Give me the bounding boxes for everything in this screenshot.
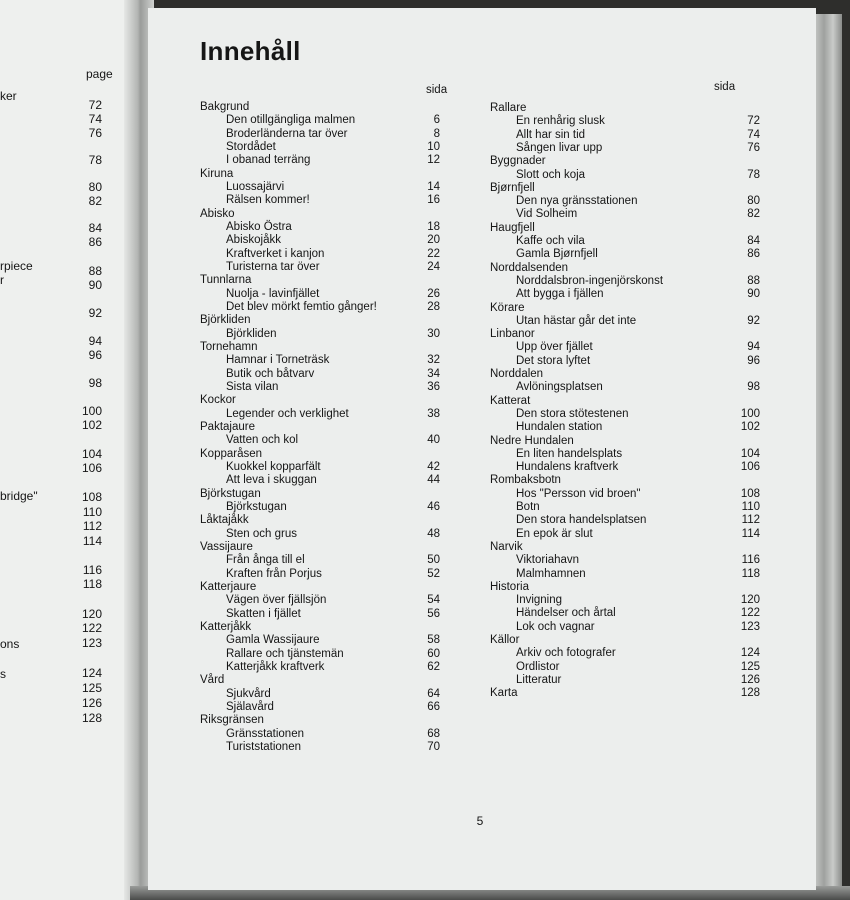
toc-page-number: 125 [740, 660, 760, 673]
toc-entry: Stordådet [226, 140, 276, 153]
toc-section: Narvik [490, 540, 523, 553]
toc-entry: Gamla Bjørnfjell [516, 248, 598, 261]
toc-entry: Från ånga till el [226, 554, 305, 567]
toc-page-number: 52 [427, 567, 440, 580]
left-page-number: 86 [88, 235, 102, 249]
left-page-number: 104 [81, 447, 102, 461]
toc-page-number: 44 [427, 474, 440, 487]
toc-entry: Sista vilan [226, 380, 279, 393]
toc-entry: Att leva i skuggan [226, 474, 317, 487]
left-page-number: 122 [81, 621, 102, 635]
toc-page-number: 120 [740, 594, 760, 607]
toc-section: Bakgrund [200, 101, 250, 113]
toc-section: Paktajaure [200, 420, 255, 433]
toc-page-number: 94 [747, 341, 760, 354]
toc-page-number: 8 [433, 127, 440, 140]
toc-page-number: 123 [740, 620, 760, 633]
toc-entry: Luossajärvi [226, 180, 285, 193]
toc-entry: Sten och grus [226, 527, 297, 540]
toc-page-number: 90 [747, 288, 760, 301]
toc-entry: Gränsstationen [226, 727, 304, 740]
left-page-number: 106 [81, 461, 102, 475]
toc-page-number: 60 [427, 647, 440, 660]
toc-page-number: 40 [427, 434, 440, 447]
toc-page-number: 118 [741, 567, 760, 580]
toc-section: Källor [490, 634, 520, 646]
toc-page-number: 68 [427, 727, 440, 740]
toc-section: Björkliden [200, 314, 251, 327]
left-page-fragment: rpiece [0, 259, 33, 273]
left-page [0, 0, 138, 900]
toc-section: Kockor [200, 394, 236, 407]
toc-section: Vassijaure [200, 540, 253, 553]
toc-entry: Turisterna tar över [226, 260, 320, 273]
toc-page-number: 70 [427, 740, 440, 753]
toc-entry: Lok och vagnar [516, 620, 595, 633]
toc-entry: Kraftverket i kanjon [226, 247, 325, 260]
page-number: 5 [476, 814, 484, 828]
toc-page-number: 28 [427, 300, 440, 313]
toc-page-number: 116 [741, 554, 760, 567]
toc-section: Karta [490, 687, 518, 700]
left-page-number: 84 [88, 221, 102, 235]
toc-section: Nedre Hundalen [490, 434, 574, 447]
toc-entry: Hamnar i Torneträsk [226, 354, 330, 367]
toc-entry: Norddalsbron-ingenjörskonst [516, 274, 664, 287]
left-page-number: 102 [81, 418, 102, 432]
left-page-fragment: s [0, 667, 6, 681]
toc-entry: Broderländerna tar över [226, 127, 348, 140]
toc-page-number: 30 [427, 327, 440, 340]
toc-entry: Själavård [226, 700, 274, 713]
toc-entry: Nuolja - lavinfjället [226, 287, 320, 300]
left-page-number: 116 [82, 563, 102, 577]
toc-page-number: 74 [747, 128, 760, 141]
left-page-number: 114 [82, 534, 102, 548]
toc-section: Vård [200, 674, 225, 687]
toc-entry: Vatten och kol [226, 434, 299, 447]
left-page-number: 118 [82, 577, 102, 591]
toc-page-number: 6 [433, 114, 440, 127]
toc-page-number: 10 [427, 140, 440, 153]
left-page-number: 108 [81, 490, 102, 504]
toc-entry: Litteratur [516, 673, 562, 686]
toc-entry: Gamla Wassijaure [226, 634, 320, 647]
toc-page-number: 128 [740, 687, 760, 700]
toc-page-number: 80 [747, 195, 760, 208]
toc-page-number: 78 [747, 168, 760, 181]
toc-page-number: 108 [740, 487, 760, 500]
left-page-number: 125 [81, 681, 102, 695]
toc-page-number: 48 [427, 527, 440, 540]
toc-page-number: 62 [427, 660, 440, 673]
toc-entry: Botn [516, 501, 540, 513]
toc-entry: En epok är slut [516, 527, 593, 540]
left-page-number: 123 [81, 636, 102, 650]
toc-section: Bjørnfjell [490, 181, 535, 194]
toc-entry: Hundalen station [516, 421, 603, 434]
toc-section: Kopparåsen [200, 447, 263, 460]
toc-entry: Malmhamnen [516, 567, 586, 580]
left-page-number: 96 [88, 348, 102, 362]
left-page-number: 82 [88, 194, 102, 208]
toc-section: Byggnader [490, 155, 546, 168]
left-page-number: 80 [88, 180, 102, 194]
toc-entry: Upp över fjället [516, 341, 593, 354]
toc-page-number: 106 [740, 461, 760, 474]
left-page-fragment: ons [0, 637, 20, 651]
toc-entry: Invigning [516, 594, 563, 607]
toc-page-number: 124 [740, 647, 760, 660]
toc-page-number: 114 [741, 527, 760, 540]
sida-label-right: sida [714, 81, 736, 93]
left-page-number: 98 [88, 376, 102, 390]
toc-entry: Legender och verklighet [226, 407, 349, 420]
toc-entry: En renhårig slusk [516, 115, 605, 128]
toc-entry: Björkliden [226, 327, 277, 340]
toc-section: Tunnlarna [200, 274, 252, 287]
toc-entry: Rallare och tjänstemän [226, 647, 344, 660]
toc-entry: Hos "Persson vid broen" [516, 487, 641, 500]
toc-section: Abisko [200, 207, 235, 220]
toc-page-number: 122 [740, 607, 760, 620]
toc-page-number: 112 [741, 514, 760, 527]
toc-page-number: 72 [747, 115, 760, 128]
left-page-number: 110 [82, 505, 102, 519]
toc-page-number: 54 [427, 594, 440, 607]
toc-page-number: 110 [741, 501, 760, 513]
toc-page-number: 36 [427, 380, 440, 393]
left-page-number: 126 [81, 696, 102, 710]
toc-page-number: 82 [747, 208, 760, 221]
toc-page-number: 92 [747, 314, 760, 327]
left-page-fragment: ker [0, 89, 17, 103]
toc-entry: Vägen över fjällsjön [226, 594, 327, 607]
toc-entry: Det stora lyftet [516, 354, 591, 367]
toc-page-number: 16 [427, 194, 440, 207]
toc-entry: En liten handelsplats [516, 447, 623, 460]
toc-entry: Att bygga i fjällen [516, 288, 604, 301]
left-page-number: 72 [88, 98, 102, 112]
toc-entry: Vid Solheim [516, 208, 578, 221]
left-page-number: 74 [88, 112, 102, 126]
toc-entry: Sjukvård [226, 687, 271, 700]
toc-section: Kiruna [200, 167, 234, 180]
left-page-fragment: r [0, 273, 4, 287]
left-page-number: 92 [88, 306, 102, 320]
toc-section: Tornehamn [200, 340, 258, 353]
left-page-number: 128 [81, 711, 102, 725]
left-page-number: 88 [88, 264, 102, 278]
toc-page-number: 50 [427, 554, 440, 567]
toc-section: Katterat [490, 394, 531, 407]
toc-page-number: 20 [427, 234, 440, 247]
left-page-number: 124 [81, 666, 102, 680]
toc-entry: Butik och båtvarv [226, 367, 315, 380]
toc-page-number: 84 [747, 235, 760, 247]
toc-section: Historia [490, 580, 529, 593]
toc-entry: Skatten i fjället [226, 607, 301, 620]
toc-section: Haugfjell [490, 221, 535, 234]
page-label: page [86, 67, 113, 81]
toc-page-number: 18 [427, 220, 440, 233]
toc-entry: Rälsen kommer! [226, 194, 310, 207]
left-page-fragment: bridge" [0, 489, 38, 503]
toc-entry: Den otillgängliga malmen [226, 114, 356, 127]
toc-entry: Händelser och årtal [516, 607, 616, 620]
toc-section: Riksgränsen [200, 714, 264, 727]
left-page-number: 100 [81, 404, 102, 418]
toc-page-number: 38 [427, 407, 440, 420]
toc-entry: I obanad terräng [226, 154, 311, 167]
sida-label-left: sida [426, 84, 448, 96]
left-page-number: 120 [81, 607, 102, 621]
toc-entry: Allt har sin tid [516, 128, 586, 141]
toc-section: Katterjåkk [200, 620, 252, 633]
toc-page-number: 64 [427, 687, 440, 700]
toc-entry: Slott och koja [516, 168, 586, 181]
toc-page-number: 14 [427, 180, 440, 193]
toc-entry: Utan hästar går det inte [516, 314, 637, 327]
page-edge [812, 14, 842, 894]
toc-page-number: 126 [740, 673, 760, 686]
left-page-number: 94 [88, 334, 102, 348]
toc-section: Björkstugan [200, 487, 261, 500]
left-page-number: 76 [88, 126, 102, 140]
toc-section: Rallare [490, 102, 527, 114]
toc-entry: Abiskojåkk [226, 234, 281, 247]
toc-page-number: 32 [427, 354, 440, 367]
toc-entry: Kaffe och vila [516, 235, 585, 247]
toc-entry: Abisko Östra [226, 220, 292, 233]
left-page-number: 90 [88, 278, 102, 292]
toc-page-number: 88 [747, 274, 760, 287]
toc-entry: Ordlistor [516, 660, 560, 673]
toc-page-number: 102 [740, 421, 760, 434]
toc-page-number: 100 [740, 407, 760, 420]
toc-page-number: 66 [427, 700, 440, 713]
toc-entry: Björkstugan [226, 500, 287, 513]
toc-entry: Den stora handelsplatsen [516, 514, 647, 527]
toc-section: Rombaksbotn [490, 474, 561, 487]
left-page-number: 112 [82, 519, 102, 533]
toc-entry: Sången livar upp [516, 141, 603, 154]
toc-page-number: 12 [427, 154, 440, 167]
toc-page-number: 26 [427, 287, 440, 300]
toc-page-number: 24 [427, 260, 440, 273]
toc-section: Katterjaure [200, 580, 257, 593]
toc-page-number: 104 [740, 447, 760, 460]
toc-section: Norddalen [490, 368, 544, 380]
toc-page-number: 86 [747, 248, 760, 261]
toc-page-number: 76 [747, 141, 760, 154]
toc-entry: Kuokkel kopparfält [226, 460, 321, 473]
toc-page-number: 42 [427, 460, 440, 473]
page-title: Innehåll [200, 36, 301, 66]
toc-page-number: 58 [427, 634, 440, 647]
toc-entry: Det blev mörkt femtio gånger! [226, 300, 377, 313]
toc-page-number: 98 [747, 381, 760, 394]
toc-entry: Katterjåkk kraftverk [226, 660, 325, 673]
toc-entry: Kraften från Porjus [226, 567, 322, 580]
toc-entry: Hundalens kraftverk [516, 461, 619, 474]
toc-section: Låktajåkk [200, 514, 249, 527]
left-page-number: 78 [88, 153, 102, 167]
toc-entry: Viktoriahavn [516, 554, 580, 567]
toc-page-number: 96 [747, 354, 760, 367]
toc-section: Norddalsenden [490, 261, 569, 274]
toc-page-number: 34 [427, 367, 440, 380]
toc-entry: Avlöningsplatsen [516, 381, 603, 394]
toc-page-number: 46 [427, 500, 440, 513]
toc-entry: Den nya gränsstationen [516, 195, 638, 208]
toc-entry: Den stora stötestenen [516, 407, 629, 420]
toc-section: Linbanor [490, 328, 535, 341]
toc-page-number: 56 [427, 607, 440, 620]
toc-section: Körare [490, 301, 525, 314]
toc-page-number: 22 [427, 247, 440, 260]
toc-entry: Arkiv och fotografer [516, 647, 616, 660]
toc-entry: Turiststationen [226, 740, 301, 753]
